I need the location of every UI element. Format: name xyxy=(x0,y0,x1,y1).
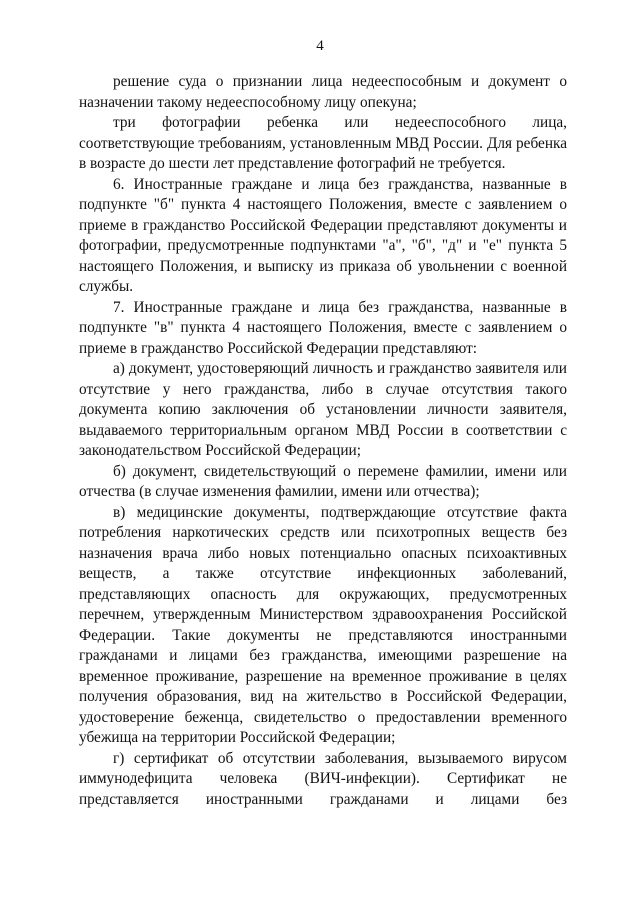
paragraph: а) документ, удостоверяющий личность и гражданство заявителя или отсутствие у него гражданства, либо в случае отсутствия такого документа копию заключения об установлении личности заявителя, выдаваемого территориальным органом МВД России в соответствии с законодательством Российской Федерации; xyxy=(79,360,567,459)
paragraph: 6. Иностранные граждане и лица без гражданства, названные в подпункте "б" пункта 4 настоящего Положения, вместе с заявлением о приеме в гражданство Российской Федерации представляют документы и фотографии, предусмотренные подпунктами "а", "б", "д" и "е" пункта 5 настоящего Положения, и выписку из приказа об увольнении с военной службы. xyxy=(79,175,567,295)
document-body xyxy=(79,72,567,810)
page-number: 4 xyxy=(316,38,324,54)
paragraph: решение суда о признании лица недееспособным и документ о назначении такому недееспособному лицу опекуна; xyxy=(79,73,567,111)
paragraph: г) сертификат об отсутствии заболевания, вызываемого вирусом иммунодефицита человека (ВИЧ-инфекции). Сертификат не представляется иностранными гражданами и лицами без xyxy=(79,749,567,808)
paragraph: б) документ, свидетельствующий о перемене фамилии, имени или отчества (в случае изменения фамилии, имени или отчества); xyxy=(79,462,567,500)
paragraph: 7. Иностранные граждане и лица без гражданства, названные в подпункте "в" пункта 4 настоящего Положения, вместе с заявлением о приеме в гражданство Российской Федерации представляют: xyxy=(79,298,567,357)
paragraph: три фотографии ребенка или недееспособного лица, соответствующие требованиям, установленным МВД России. Для ребенка в возрасте до шести лет представление фотографий не требуется. xyxy=(79,114,567,172)
paragraph: в) медицинские документы, подтверждающие отсутствие факта потребления наркотических средств или психотропных веществ без назначения врача либо новых потенциально опасных психоактивных веществ, а также отсутствие инфекционных заболеваний, представляющих опасность для окружающих, предусмотренных перечнем, утвержденным Министерством здравоохранения Российской Федерации. Такие документы не представляются иностранными гражданами и лицами без гражданства, имеющими разрешение на временное проживание, разрешение на временное проживание в целях получения образования, вид на жительство в Российской Федерации, удостоверение беженца, свидетельство о предоставлении временного убежища на территории Российской Федерации; xyxy=(79,503,567,746)
